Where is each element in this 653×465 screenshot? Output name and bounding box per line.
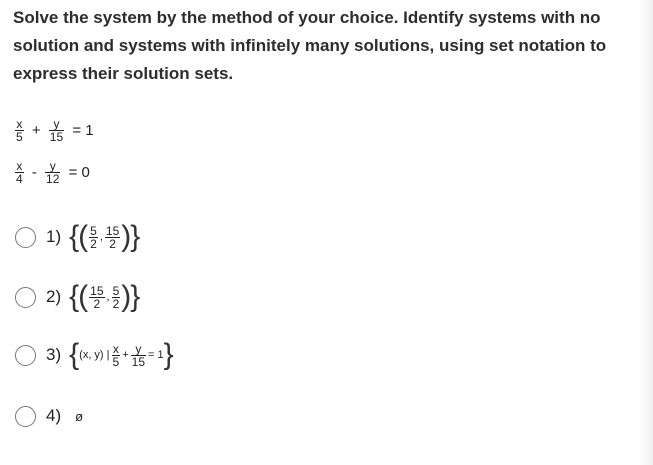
- radio-button[interactable]: [15, 287, 36, 308]
- fraction: $\frac{x}{4}$: [16, 159, 23, 186]
- solution-set: { ( $\frac{15}{2}$ , $\frac{5}{2}$ ) }: [69, 280, 141, 313]
- fraction: $\frac{x}{5}$: [16, 117, 23, 144]
- option-label: 1): [46, 227, 62, 246]
- option-label: 4): [46, 406, 62, 425]
- fraction: $\frac{y}{12}$: [46, 159, 60, 186]
- answer-option-1[interactable]: [15, 222, 140, 252]
- answer-option-3[interactable]: [15, 340, 174, 370]
- empty-set-symbol: ø: [75, 408, 84, 424]
- radio-button[interactable]: [15, 345, 36, 366]
- fraction: $\frac{y}{15}$: [49, 117, 64, 144]
- equation-1: $\frac{x}{5}$ + $\frac{y}{15}$ = 1: [16, 117, 94, 144]
- question-text: Solve the system by the method of your choice. Identify systems with no solution and systems with infinitely many solutions, using set notation to express their solution sets.: [13, 8, 607, 83]
- option-label: 3): [46, 345, 62, 364]
- equation-2: $\frac{x}{4}$ - $\frac{y}{12}$ = 0: [16, 159, 90, 186]
- answer-option-4[interactable]: [15, 401, 83, 431]
- radio-button[interactable]: [15, 406, 36, 427]
- option-label: 2): [46, 287, 62, 306]
- solution-set: { ( $\frac{5}{2}$ , $\frac{15}{2}$ ) }: [69, 220, 141, 253]
- radio-button[interactable]: [15, 227, 36, 248]
- solution-set: { (x, y) | $\frac{x}{5}$ + $\frac{y}{15}$ = 1 }: [69, 338, 174, 371]
- answer-option-2[interactable]: [15, 282, 140, 312]
